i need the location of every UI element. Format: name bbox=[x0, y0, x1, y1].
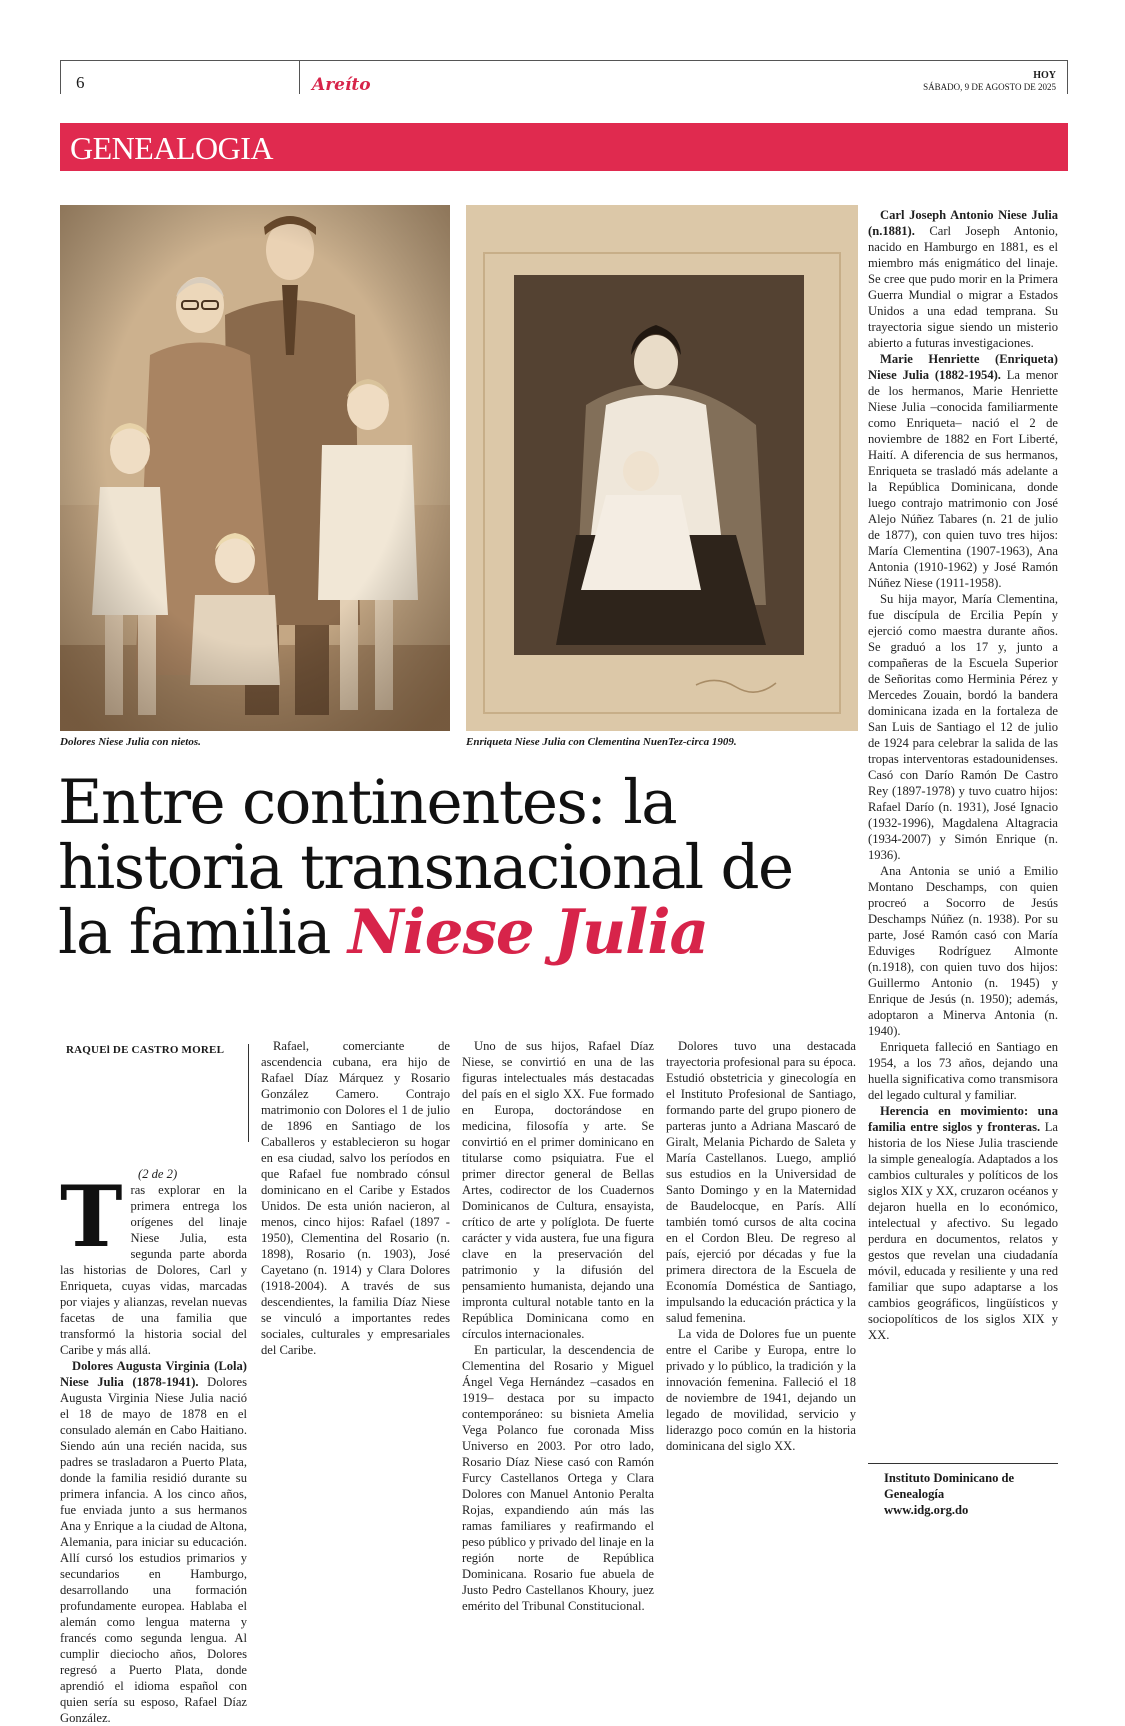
marie-paragraph: La menor de los hermanos, Marie Henriette Niese Julia –conocida familiarmente como Enriqueta– nació el 2 de noviembre de 1882 en Fort Liberté, Haití. A diferencia de sus hermanos, Enriqueta se trasladó más adelante a la República Dominicana, donde luego contrajo matrimonio con José Alejo Núñez Tabares (n. 21 de julio de 1877), con quien tuvo tres hijos: María Clementina (1907-1963), Ana Antonia (1910-1962) y José Ramón Núñez Niese (1911-1958). bbox=[868, 368, 1058, 590]
fallecio-paragraph: Enriqueta falleció en Santiago en 1954, a los 73 años, dejando una huella significativa como transmisora del legado cultural y familiar. bbox=[868, 1040, 1058, 1102]
rafael-paragraph: Rafael, comerciante de ascendencia cubana, era hijo de Rafael Díaz Márquez y Rosario González Camero. Contrajo matrimonio con Dolores el 1 de julio de 1896 en Santiago de los Caballeros y establecieron su hogar en esa ciudad, salvo los períodos en que Rafael fue nombrado cónsul dominicano en el Caribe y Estados Unidos. De esta unión nacieron, al menos, cinco hijos: Rafael (1897 - 1950), Clementina del Rosario (n. 1898), Rosario (n. 1903), José Cayetano (n. 1914) y Clara Dolores (1918-2004). A través de sus descendientes, la familia Díaz Niese se vinculó a importantes redes sociales, culturales y empresariales del Caribe. bbox=[261, 1039, 450, 1357]
headline-line-2: historia transnacional de bbox=[58, 832, 793, 903]
family-photo-illustration bbox=[60, 205, 450, 731]
header-rule-mid bbox=[299, 61, 300, 94]
dolores-heading: Dolores Augusta Virginia (Lola) Niese Julia (1878-1941). bbox=[60, 1359, 247, 1389]
hijos-paragraph: Uno de sus hijos, Rafael Díaz Niese, se convirtió en una de las figuras intelectuales más destacadas del país en el siglo XX. Fue formado en Europa, doctorándose en medicina, filosofía y arte. Se convirtió en el primer dominicano en titularse como psiquiatra. Fue el primer director general de Bellas Artes, codirector de los Cuadernos Dominicanos de Cultura, ensayista, crítico de arte y políglota. De fuerte carácter y vida austera, fue una figura clave en la preservación del patrimonio y la difusión del pensamiento humanista, dejando una impronta cultural notable tanto en la República Dominicana como en círculos internacionales. bbox=[462, 1039, 654, 1341]
intro-paragraph: ras explorar en la primera entrega los orígenes del linaje Niese Julia, esta segunda parte aborda las historias de Dolores, Carl y Enriqueta, cuyas vidas, marcadas por viajes y alianzas, revelan nuevas facetas de una familia que transformó la historia social del Caribe y más allá. bbox=[60, 1183, 247, 1357]
carl-paragraph: Carl Joseph Antonio, nacido en Hamburgo en 1881, es el miembro más enigmático del linaje. Se cree que pudo morir en la Primera Guerra Mundial o migrar a Estados Unidos a una edad temprana. Su trayectoria sigue siendo un misterio abierto a futuras investigaciones. bbox=[868, 224, 1058, 350]
header-rule-left bbox=[60, 61, 61, 94]
byline-rule bbox=[248, 1044, 249, 1142]
portrait-photo-caption: Enriqueta Niese Julia con Clementina NuenTez-circa 1909. bbox=[466, 736, 737, 748]
ana-paragraph: Ana Antonia se unió a Emilio Montano Deschamps, con quien procreó a Socorro de Jesús Deschamps Núñez (n. 1938). Por su parte, José Ramón casó con María Eduviges Rodríguez Almonte (n.1918), con quien tuvo dos hijos: Guillermo Antonio (n. 1945) y Enrique de Jesús (n. 1950); además, adoptaron a Minerva Antonia (n. 1940). bbox=[868, 864, 1058, 1038]
article-credits bbox=[884, 1470, 1058, 1518]
headline-line-1: Entre continentes: la bbox=[58, 767, 677, 838]
drop-cap: T bbox=[60, 1167, 123, 1266]
article-column-5 bbox=[868, 207, 1058, 1343]
dolores-paragraph-1: Dolores Augusta Virginia Niese Julia nació el 18 de mayo de 1878 en el consulado alemán en Cabo Haitiano. Siendo aún una recién nacida, sus padres se trasladaron a Puerto Plata, donde la familia residió durante su primera infancia. A los cinco años, fue enviada junto a sus hermanos Ana y Enrique a la ciudad de Altona, Alemania, para iniciar su educación. Allí cursó los estudios primarios y secundarios en Hamburgo, desarrollando una formación profundamente europea. Hablaba el alemán como lengua materna y francés como segunda lengua. Al cumplir dieciocho años, Dolores regresó a Puerto Plata, donde aprendió el idioma español con quien sería su esposo, Rafael Díaz González. bbox=[60, 1375, 247, 1725]
family-photo bbox=[60, 205, 450, 731]
section-banner-title: GENEALOGIA bbox=[70, 130, 273, 166]
article-headline bbox=[58, 767, 858, 968]
credits-rule bbox=[868, 1463, 1058, 1464]
headline-accent: Niese Julia bbox=[347, 897, 709, 968]
page-number: 6 bbox=[76, 73, 85, 92]
hija-paragraph: Su hija mayor, María Clementina, fue discípula de Ercilia Pepín y ejerció como maestra durante años. Se graduó a los 17 y, junto a compañeras de la Escuela Superior de Señoritas como Herminia Pérez y Mercedes Zouain, bordó la bandera dominicana izada en la fortaleza de San Luis de Santiago el 12 de julio de 1924 para celebrar la salida de las tropas interventoras estadounidenses. Casó con Darío Ramón De Castro Rey (1897-1978) y tuvo cuatro hijos: Rafael Darío (n. 1931), José Ignacio (1932-1996), Magdalena Altagracia (1934-2007) y Simón Enrique (n. 1936). bbox=[868, 592, 1058, 862]
article-column-4 bbox=[666, 1038, 856, 1454]
clementina-paragraph: En particular, la descendencia de Clementina del Rosario y Miguel Ángel Vega Hernández –casados en 1919– destaca por su impacto contemporáneo: su bisnieta Amelia Vega Polanco fue coronada Miss Universo en 2003. Por otro lado, Rosario Díaz Niese casó con Ramón Furcy Castellanos Ortega y Clara Dolores con Manuel Antonio Peralta Rojas, expandiendo aún más las ramas familiares y reafirmando el peso público y privado del linaje en la región norte de República Dominicana. Rosario fue abuela de Justo Pedro Castellanos Khoury, juez emérito del Tribunal Constitucional. bbox=[462, 1343, 654, 1613]
article-column-2 bbox=[261, 1038, 450, 1358]
article-column-1 bbox=[60, 1166, 247, 1726]
article-column-3 bbox=[462, 1038, 654, 1614]
headline-line-3: la familia bbox=[58, 897, 348, 968]
herencia-heading: Herencia en movimiento: una familia entre siglos y fronteras. bbox=[868, 1104, 1058, 1134]
newspaper-name: HOY bbox=[1033, 70, 1056, 81]
carl-heading: Carl Joseph Antonio Niese Julia (n.1881). bbox=[868, 208, 1058, 238]
section-name: Areíto bbox=[312, 75, 371, 95]
page-header bbox=[60, 60, 1068, 93]
credits-website[interactable]: www.idg.org.do bbox=[884, 1503, 969, 1517]
part-note: (2 de 2) bbox=[138, 1167, 178, 1181]
portrait-photo-illustration bbox=[466, 205, 858, 731]
family-photo-caption: Dolores Niese Julia con nietos. bbox=[60, 736, 201, 748]
credits-institution: Instituto Dominicano de Genealogía bbox=[884, 1471, 1015, 1501]
issue-date: SÁBADO, 9 DE AGOSTO DE 2025 bbox=[923, 82, 1056, 92]
byline: RAQUEl DE CASTRO MOREL bbox=[66, 1044, 225, 1056]
section-banner bbox=[60, 123, 1068, 171]
puente-paragraph: La vida de Dolores fue un puente entre el Caribe y Europa, entre lo privado y lo público, la tradición y la innovación femenina. Falleció el 18 de noviembre de 1941, dejando un legado de movilidad, servicio y liderazgo poco común en la historia dominicana del siglo XX. bbox=[666, 1327, 856, 1453]
herencia-paragraph: La historia de los Niese Julia trasciende la simple genealogía. Adaptados a los cambios culturales y políticos de los siglos XIX y XX, cruzaron océanos y dejaron huella en lo económico, intelectual y afectivo. Su legado perdura en documentos, relatos y gestos que revelan una ciudadanía móvil, educada y resiliente y una red familiar que supo adaptarse a los cambios geográficos, lingüísticos y sociopolíticos de los siglos XIX y XX. bbox=[868, 1120, 1058, 1342]
portrait-photo bbox=[466, 205, 858, 731]
header-rule-right bbox=[1067, 61, 1068, 94]
marie-heading: Marie Henriette (Enriqueta) Niese Julia (1882-1954). bbox=[868, 352, 1058, 382]
carrera-paragraph: Dolores tuvo una destacada trayectoria profesional para su época. Estudió obstetricia y ginecología en el Instituto Profesional de Santiago, formando parte del grupo pionero de parteras junto a Adriana Mascaró de Giralt, Melania Pichardo de Saleta y María Castellanos. Luego, amplió sus estudios en la Universidad de Santo Domingo y en la Maternidad de Baudelocque, en París. Allí también tomó cursos de alta cocina en el Cordon Bleu. De regreso al país, ejerció por décadas y fue la primera directora de la Escuela de Economía Doméstica de Santiago, impulsando la educación práctica y la salud femenina. bbox=[666, 1039, 856, 1325]
